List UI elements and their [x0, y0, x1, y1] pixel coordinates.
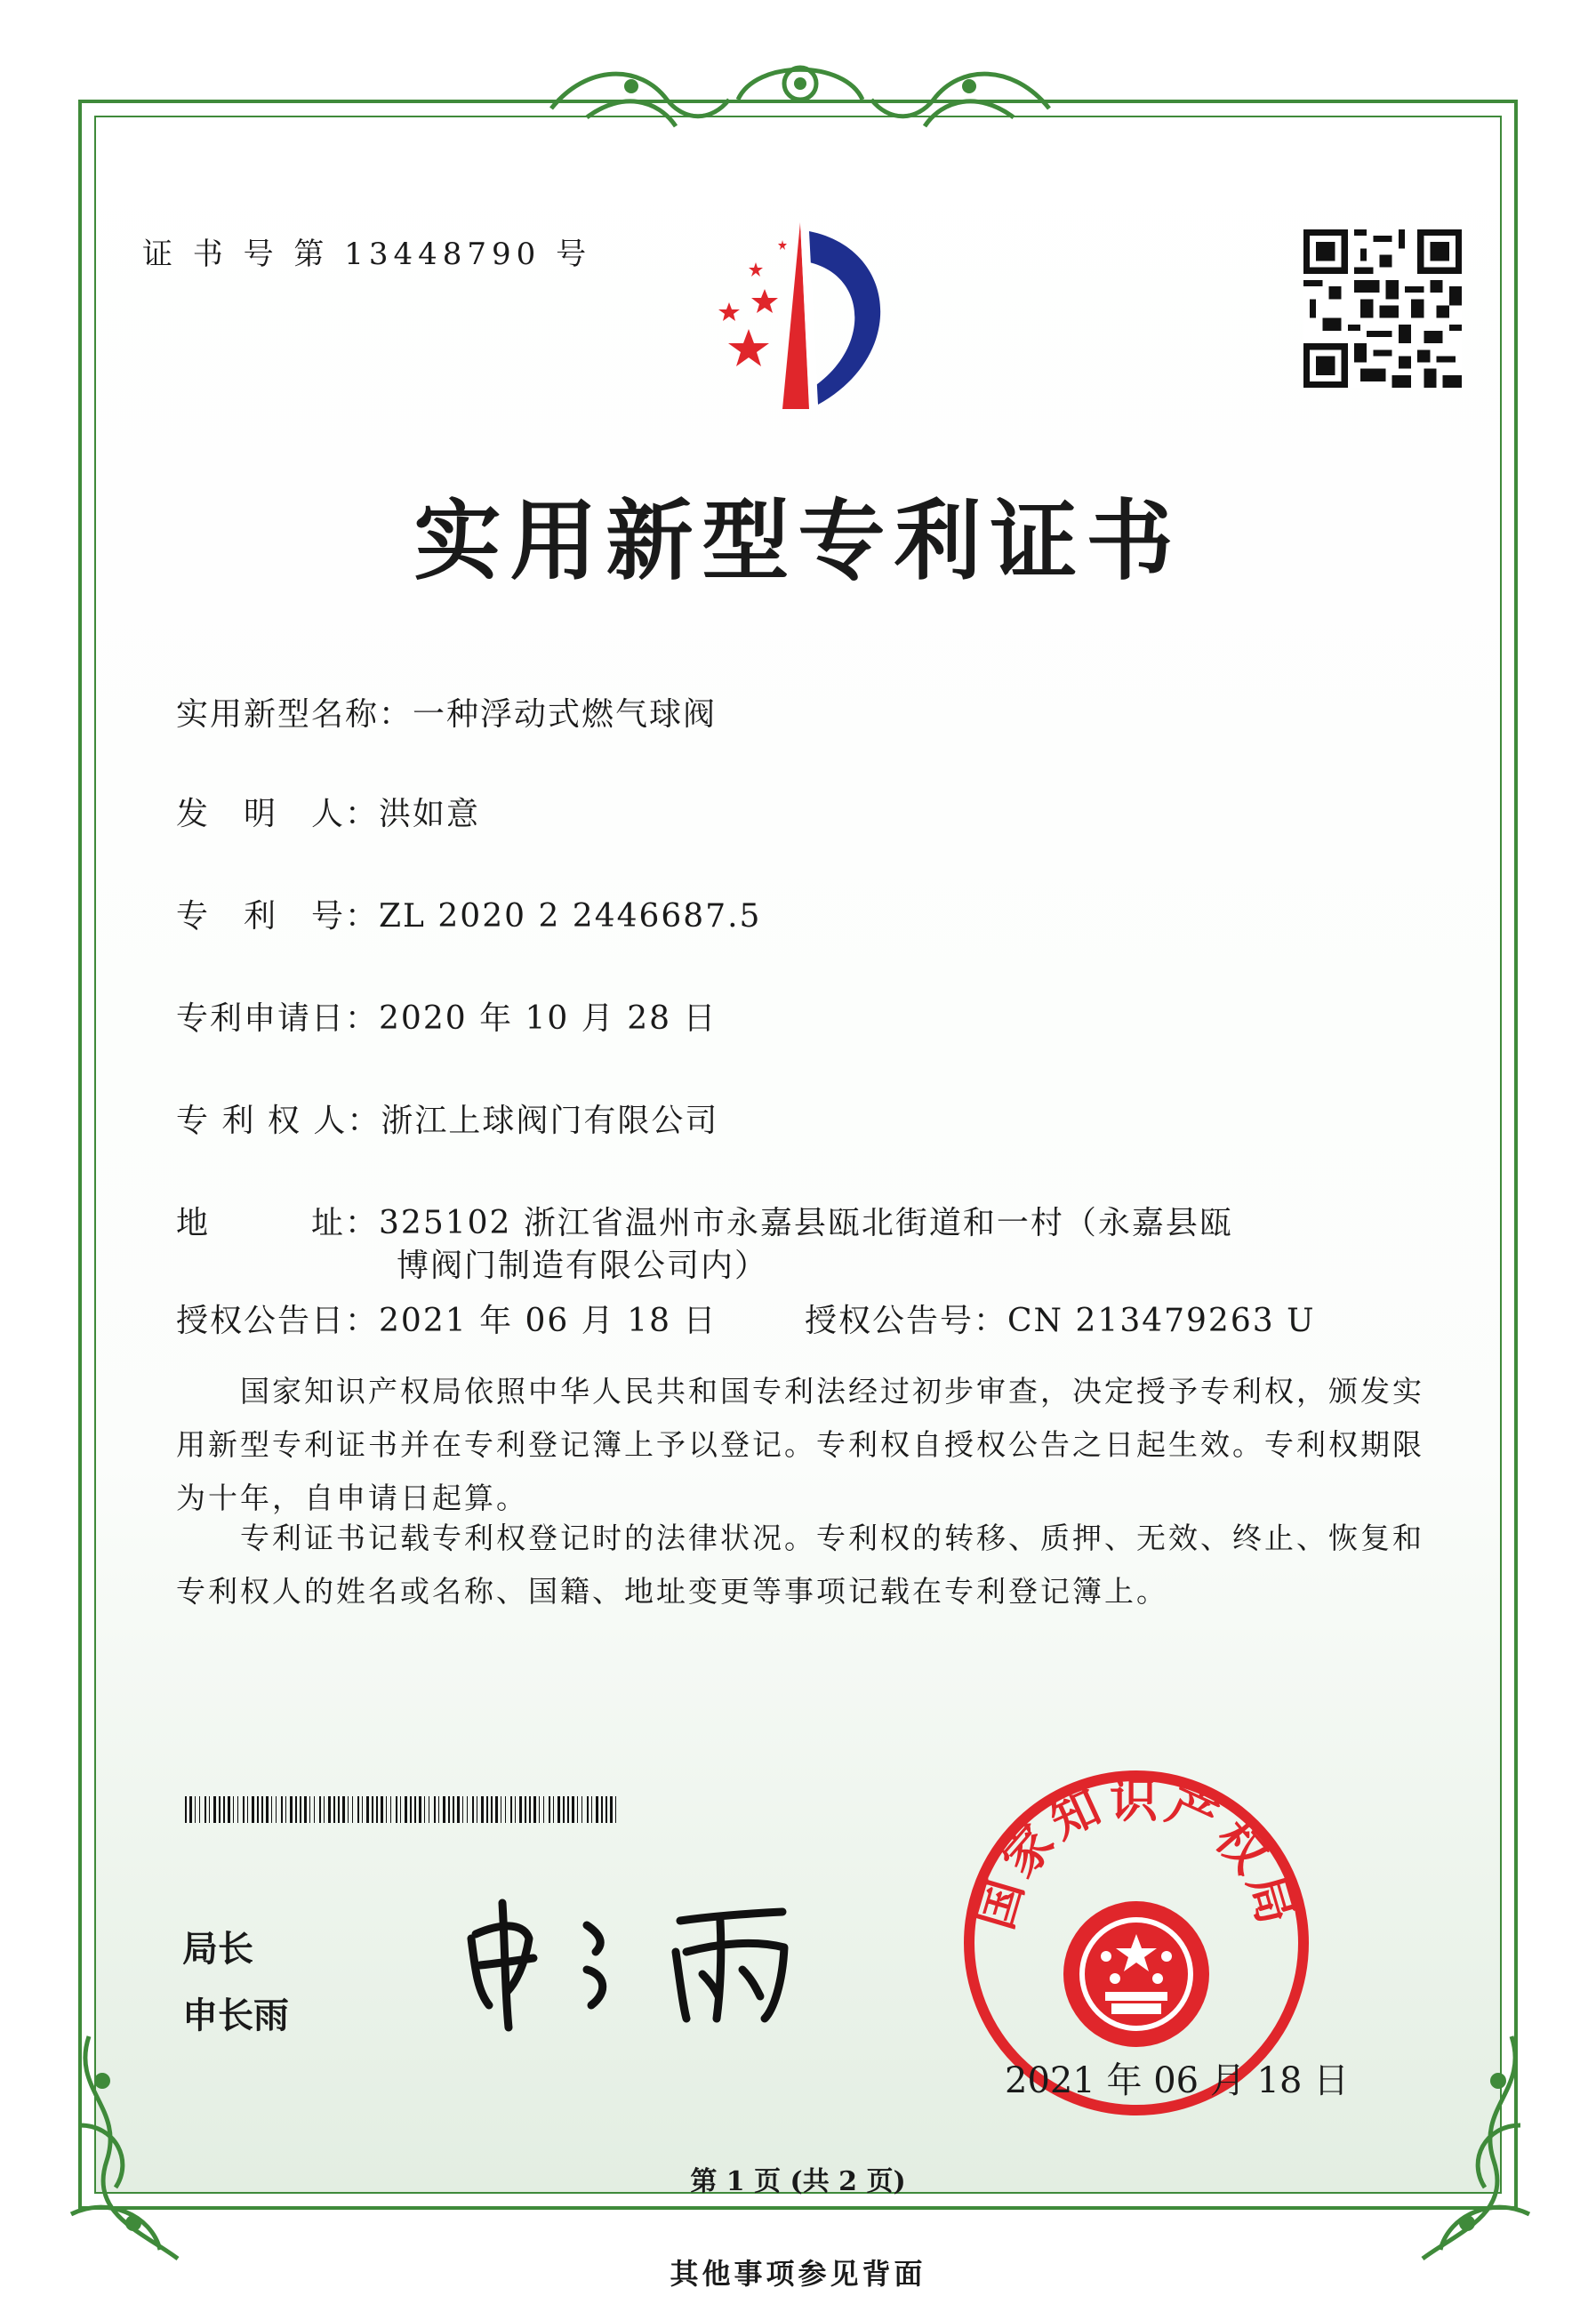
address-row [176, 1198, 1233, 1243]
grant-date-value: 2021 年 06 月 18 日 [379, 1303, 718, 1339]
inventor-row [176, 789, 480, 834]
utility-model-name-row [176, 689, 717, 735]
address-line-2: 博阀门制造有限公司内） [397, 1248, 769, 1284]
filing-date-row [176, 993, 717, 1039]
signatory-position: 局长 [182, 1929, 253, 1970]
grant-date-label: 授权公告日： [176, 1303, 380, 1339]
certificate-number: 证 书 号 第 13448790 号 [142, 237, 592, 272]
patentee-value: 浙江上球阀门有限公司 [381, 1103, 719, 1139]
address-line-1: 325102 浙江省温州市永嘉县瓯北街道和一村（永嘉县瓯 [379, 1205, 1233, 1241]
handwritten-signature [453, 1885, 827, 2036]
address-label: 地 址： [176, 1205, 380, 1241]
inventor-label: 发 明 人： [176, 796, 380, 832]
patent-number-row [176, 891, 761, 936]
certificate-title: 实用新型专利证书 [413, 491, 1183, 592]
name-value: 一种浮动式燃气球阀 [413, 696, 718, 733]
bottom-right-ornament [1369, 2019, 1547, 2276]
patent-number-value: ZL 2020 2 2446687.5 [379, 898, 762, 935]
top-ornament [533, 46, 1067, 144]
inventor-value: 洪如意 [379, 796, 481, 832]
grant-date-row [176, 1296, 717, 1341]
grant-number-row [805, 1296, 1315, 1341]
bottom-left-ornament [53, 2019, 231, 2276]
grant-number-value: CN 213479263 U [1007, 1303, 1316, 1339]
patent-number-label: 专 利 号： [176, 898, 380, 935]
grant-number-label: 授权公告号： [805, 1303, 1008, 1339]
back-note: 其他事项参见背面 [670, 2257, 926, 2291]
legal-status-paragraph: 专利证书记载专利权登记时的法律状况。专利权的转移、质押、无效、终止、恢复和专利权人的姓名或名称、国籍、地址变更等事项记载在专利登记簿上。 [176, 1521, 1424, 1609]
qr-code [1303, 229, 1462, 388]
patentee-row [176, 1096, 718, 1141]
page-number: 第 1 页 (共 2 页) [690, 2166, 906, 2197]
barcode [185, 1796, 621, 1823]
name-label: 实用新型名称： [176, 696, 413, 733]
filing-date-value: 2020 年 10 月 28 日 [379, 1000, 718, 1037]
patentee-label: 专 利 权 人： [176, 1103, 381, 1139]
grant-paragraph: 国家知识产权局依照中华人民共和国专利法经过初步审查，决定授予专利权，颁发实用新型专利证书并在专利登记簿上予以登记。专利权自授权公告之日起生效。专利权期限为十年，自申请日起算。 [176, 1374, 1424, 1515]
signatory-name: 申长雨 [182, 1995, 289, 2036]
filing-date-label: 专利申请日： [176, 1000, 380, 1037]
national-emblem [1063, 1901, 1209, 2047]
svg-text:国家知识产权局: 国家知识产权局 [966, 1772, 1306, 1936]
seal-date: 2021 年 06 月 18 日 [1005, 2060, 1350, 2101]
cnipa-logo [676, 213, 942, 418]
